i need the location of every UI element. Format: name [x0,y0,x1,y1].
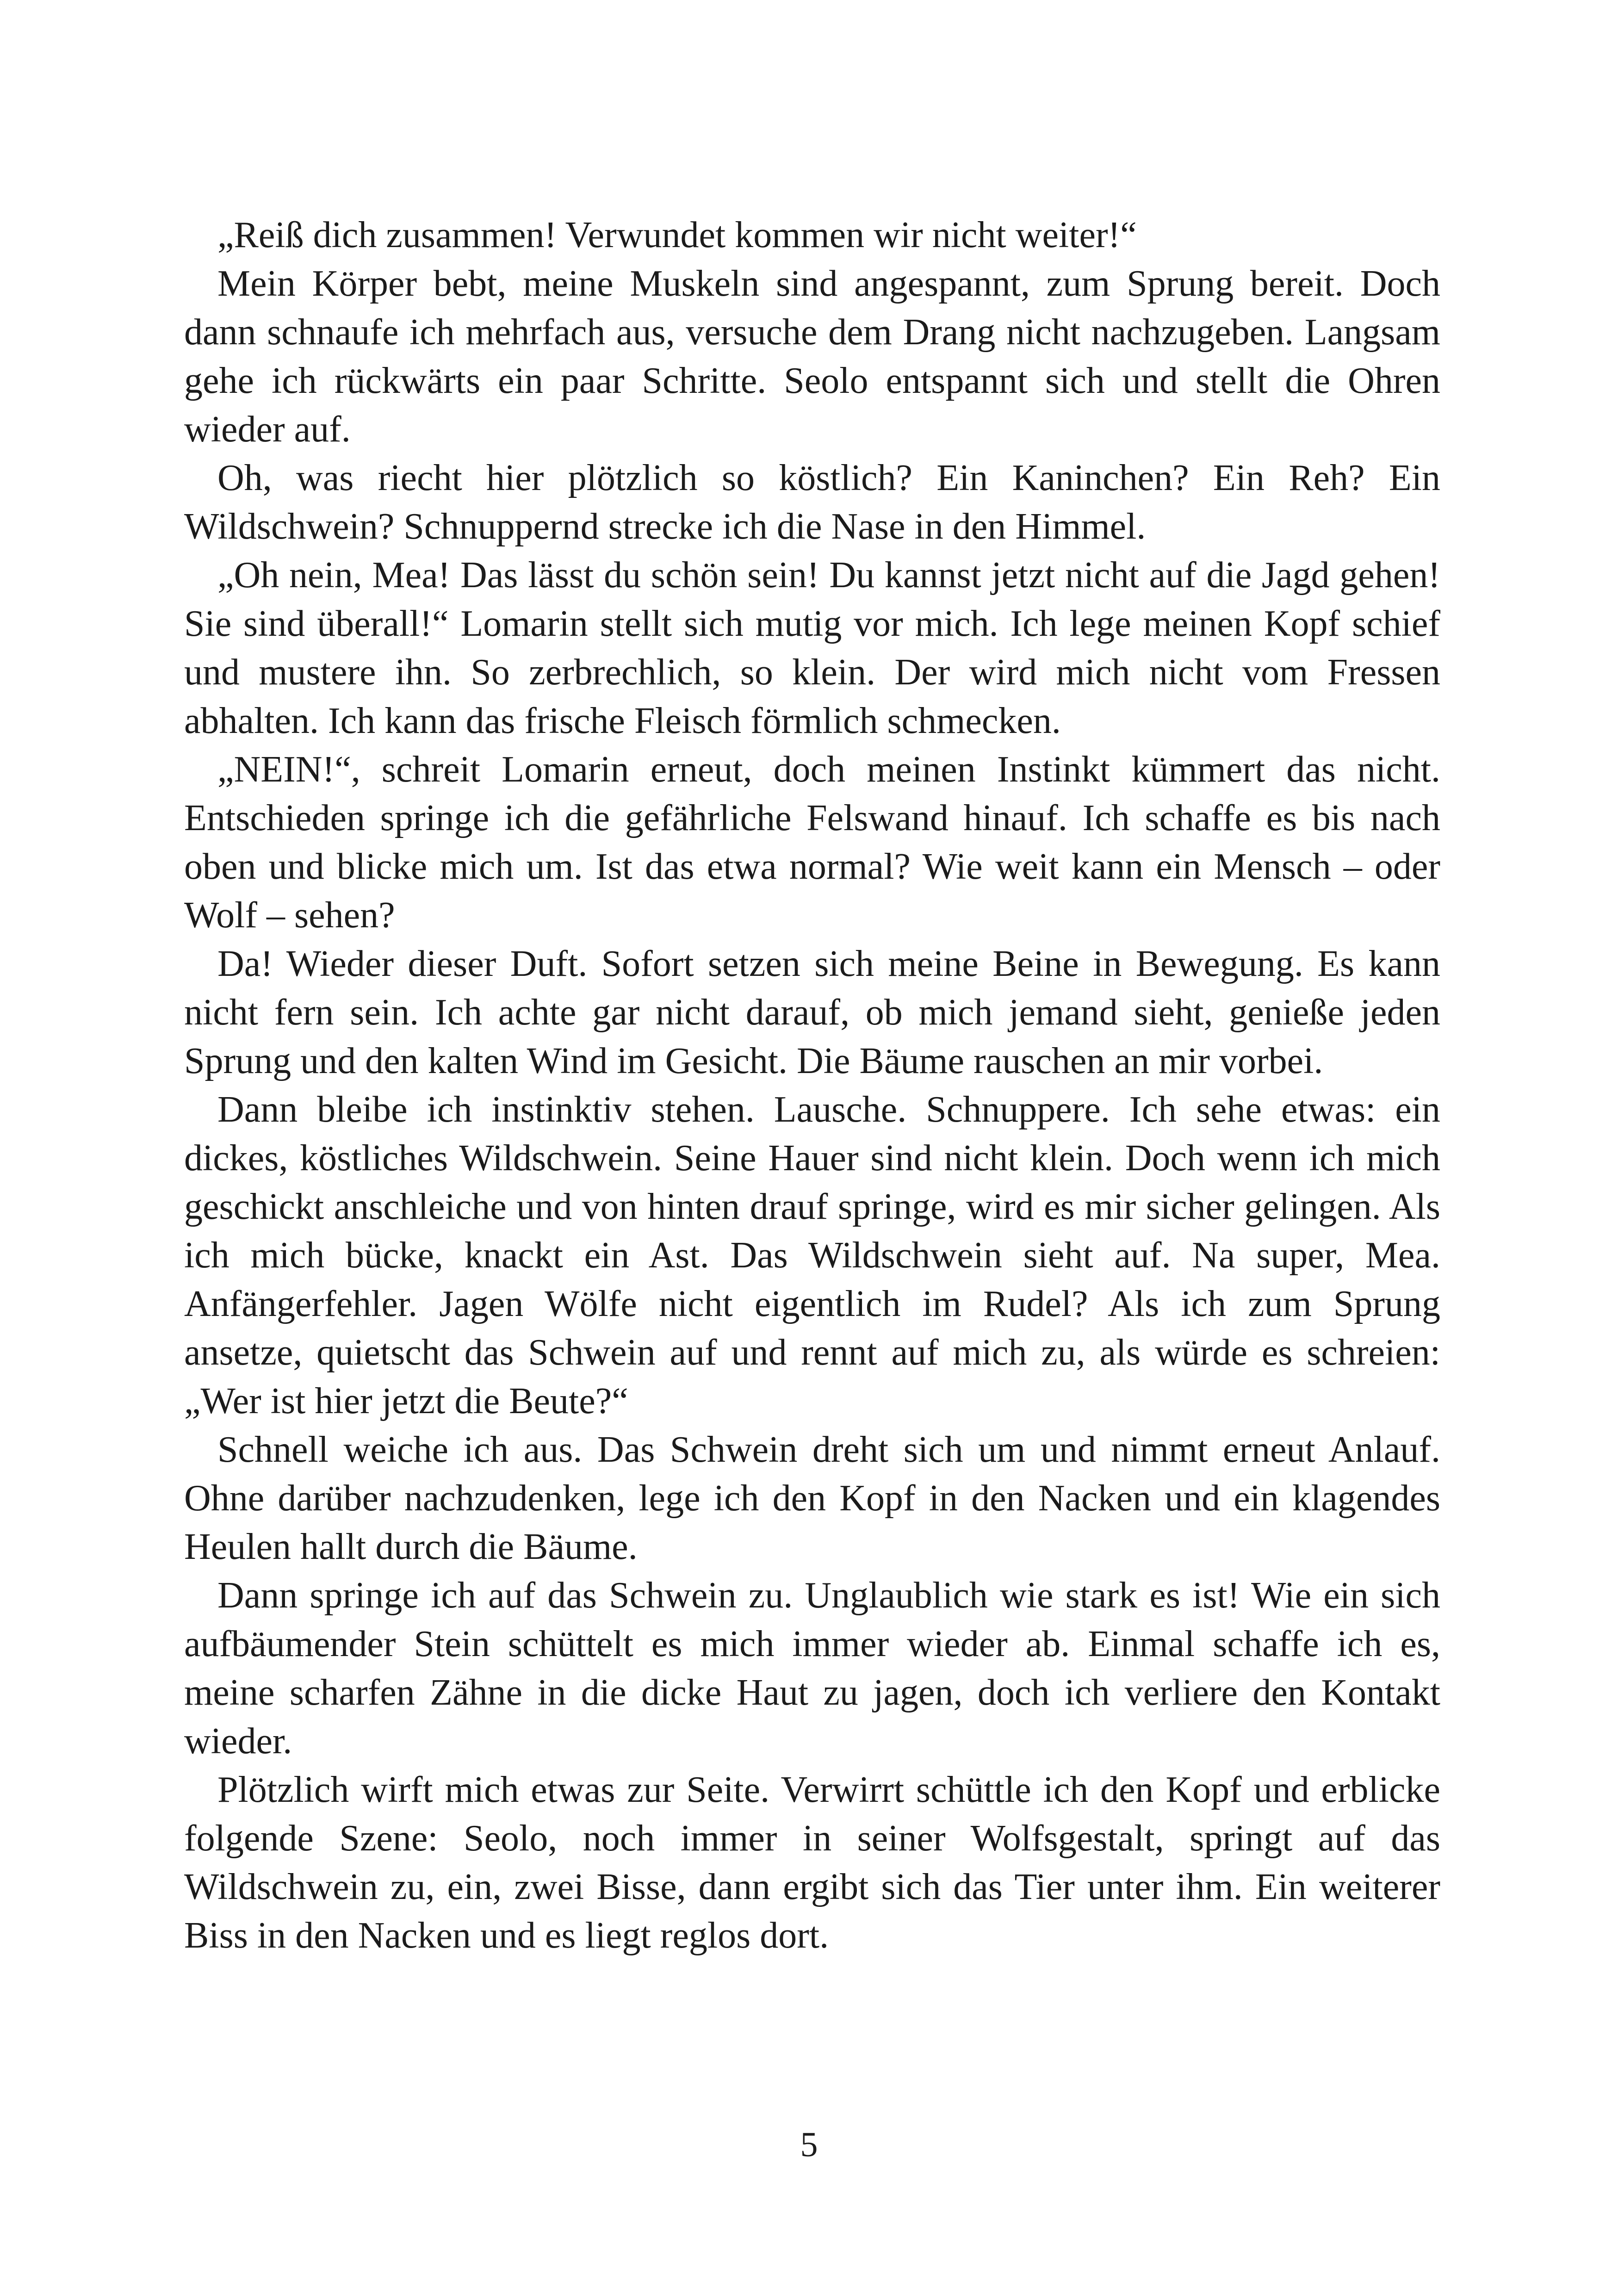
paragraph: Dann springe ich auf das Schwein zu. Unglaublich wie stark es ist! Wie ein sich aufbäumender Stein schüttelt es mich immer wieder ab. Einmal schaffe ich es, meine scharfen Zähne in die dicke Haut zu jagen, doch ich verliere den Kontakt wieder. [184,1575,1440,1762]
paragraph: „Oh nein, Mea! Das lässt du schön sein! Du kannst jetzt nicht auf die Jagd gehen! Sie sind überall!“ Lomarin stellt sich mutig vor mich. Ich lege meinen Kopf schief und mustere ihn. So zerbrechlich, so klein. Der wird mich nicht vom Fressen abhalten. Ich kann das frische Fleisch förmlich schmecken. [184,555,1440,741]
page-number: 5 [800,2125,818,2164]
paragraph: „Reiß dich zusammen! Verwundet kommen wir nicht weiter!“ [217,215,1137,255]
body-text [184,211,1440,1960]
paragraph: Schnell weiche ich aus. Das Schwein dreht sich um und nimmt erneut Anlauf. Ohne darüber nachzudenken, lege ich den Kopf in den Nacken und ein klagendes Heulen hallt durch die Bäume. [184,1429,1440,1567]
paragraph: Plötzlich wirft mich etwas zur Seite. Verwirrt schüttle ich den Kopf und erblicke folgende Szene: Seolo, noch immer in seiner Wolfsgestalt, springt auf das Wildschwein zu, ein, zwei Bisse, dann ergibt sich das Tier unter ihm. Ein weiterer Biss in den Nacken und es liegt reglos dort. [184,1769,1440,1956]
paragraph: Mein Körper bebt, meine Muskeln sind angespannt, zum Sprung bereit. Doch dann schnaufe ich mehrfach aus, versuche dem Drang nicht nachzugeben. Langsam gehe ich rückwärts ein paar Schritte. Seolo entspannt sich und stellt die Ohren wieder auf. [184,263,1440,450]
paragraph: „NEIN!“, schreit Lomarin erneut, doch meinen Instinkt kümmert das nicht. Entschieden springe ich die gefährliche Felswand hinauf. Ich schaffe es bis nach oben und blicke mich um. Ist das etwa normal? Wie weit kann ein Mensch – oder Wolf – sehen? [184,749,1440,936]
paragraph: Da! Wieder dieser Duft. Sofort setzen sich meine Beine in Bewegung. Es kann nicht fern sein. Ich achte gar nicht darauf, ob mich jemand sieht, genieße jeden Sprung und den kalten Wind im Gesicht. Die Bäume rauschen an mir vorbei. [184,943,1440,1081]
paragraph: Oh, was riecht hier plötzlich so köstlich? Ein Kaninchen? Ein Reh? Ein Wildschwein? Schnuppernd strecke ich die Nase in den Himmel. [184,458,1440,547]
paragraph: Dann bleibe ich instinktiv stehen. Lausche. Schnuppere. Ich sehe etwas: ein dickes, köstliches Wildschwein. Seine Hauer sind nicht klein. Doch wenn ich mich geschickt anschleiche und von hinten drauf springe, wird es mir sicher gelingen. Als ich mich bücke, knackt ein Ast. Das Wildschwein sieht auf. Na super, Mea. Anfängerfehler. Jagen Wölfe nicht eigentlich im Rudel? Als ich zum Sprung ansetze, quietscht das Schwein auf und rennt auf mich zu, als würde es schreien: „Wer ist hier jetzt die Beute?“ [184,1089,1440,1421]
